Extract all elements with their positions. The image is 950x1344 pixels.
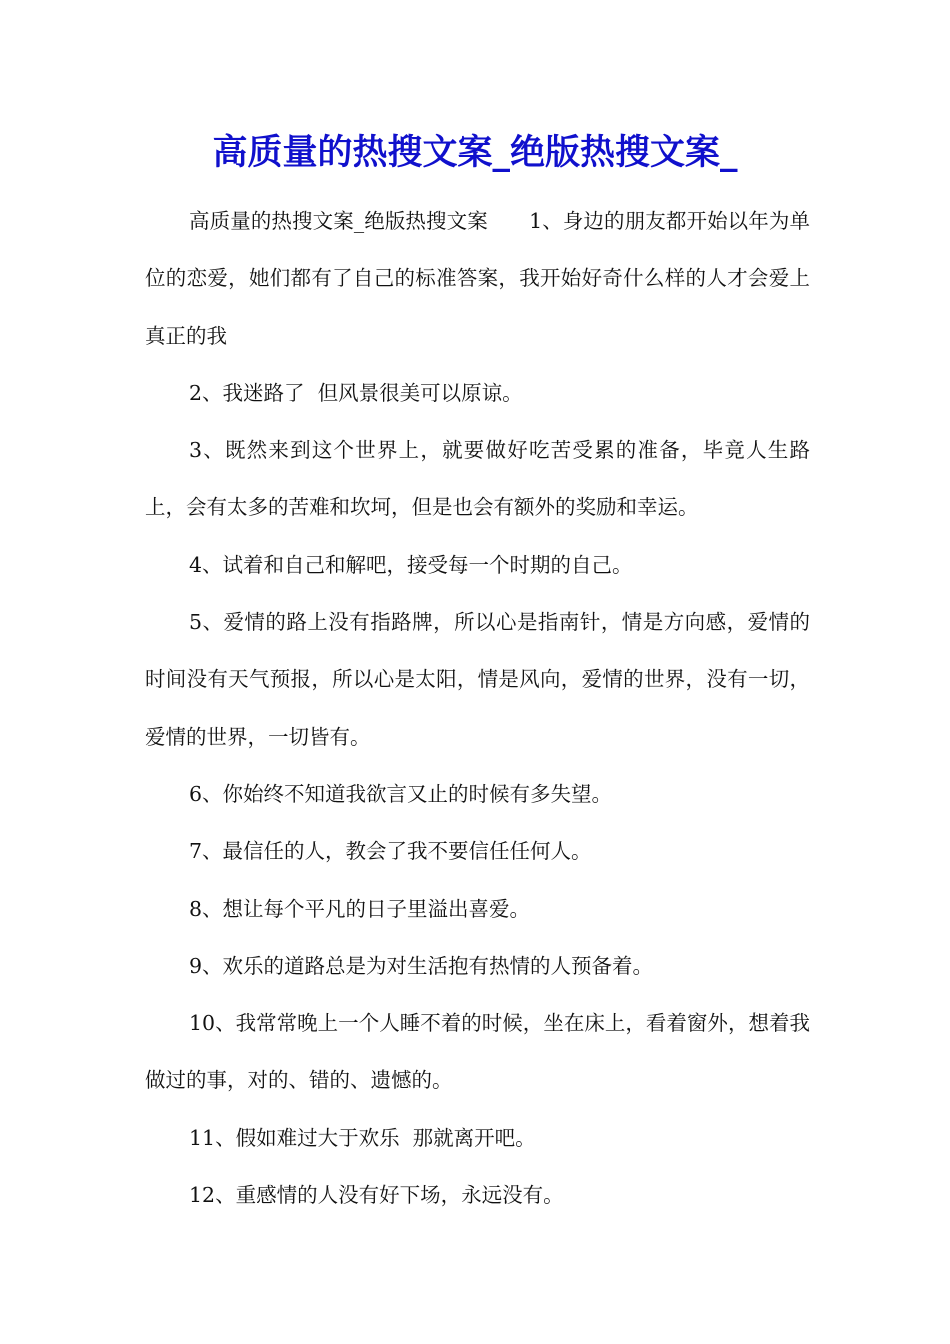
paragraph-12-text: 12、重感情的人没有好下场，永远没有。 [189, 1183, 564, 1208]
paragraph-8 [145, 881, 810, 938]
paragraph-9-text: 9、欢乐的道路总是为对生活抱有热情的人预备着。 [189, 953, 654, 978]
paragraph-4 [145, 537, 810, 594]
document-body [145, 193, 810, 1224]
paragraph-6-text: 6、你始终不知道我欲言又止的时候有多失望。 [189, 781, 613, 806]
paragraph-3-text: 3、既然来到这个世界上，就要做好吃苦受累的准备，毕竟人生路上，会有太多的苦难和坎坷，但是也会有额外的奖励和幸运。 [145, 438, 810, 520]
paragraph-2 [145, 365, 810, 422]
paragraph-11-text: 11、假如难过大于欢乐 那就离开吧。 [189, 1125, 536, 1150]
paragraph-10-text: 10、我常常晚上一个人睡不着的时候，坐在床上，看着窗外，想着我做过的事，对的、错的、遗憾的。 [145, 1011, 810, 1093]
paragraph-10 [145, 995, 810, 1110]
paragraph-6 [145, 766, 810, 823]
document-title: 高质量的热搜文案_绝版热搜文案_ [212, 132, 738, 173]
paragraph-12 [145, 1167, 810, 1224]
paragraph-8-text: 8、想让每个平凡的日子里溢出喜爱。 [189, 896, 531, 921]
paragraph-9 [145, 938, 810, 995]
paragraph-4-text: 4、试着和自己和解吧，接受每一个时期的自己。 [189, 552, 633, 577]
paragraph-2-text: 2、我迷路了 但风景很美可以原谅。 [189, 380, 523, 405]
paragraph-7-text: 7、最信任的人，教会了我不要信任任何人。 [189, 839, 592, 864]
paragraph-3 [145, 422, 810, 537]
paragraph-1 [145, 193, 810, 365]
paragraph-5-text: 5、爱情的路上没有指路牌，所以心是指南针，情是方向感，爱情的时间没有天气预报，所以心是太阳，情是风向，爱情的世界，没有一切，爱情的世界，一切皆有。 [145, 610, 810, 749]
paragraph-7 [145, 823, 810, 880]
paragraph-5 [145, 594, 810, 766]
paragraph-11 [145, 1110, 810, 1167]
paragraph-1-text: 高质量的热搜文案_绝版热搜文案 1、身边的朋友都开始以年为单位的恋爱，她们都有了自己的标准答案，我开始好奇什么样的人才会爱上真正的我 [145, 209, 810, 348]
